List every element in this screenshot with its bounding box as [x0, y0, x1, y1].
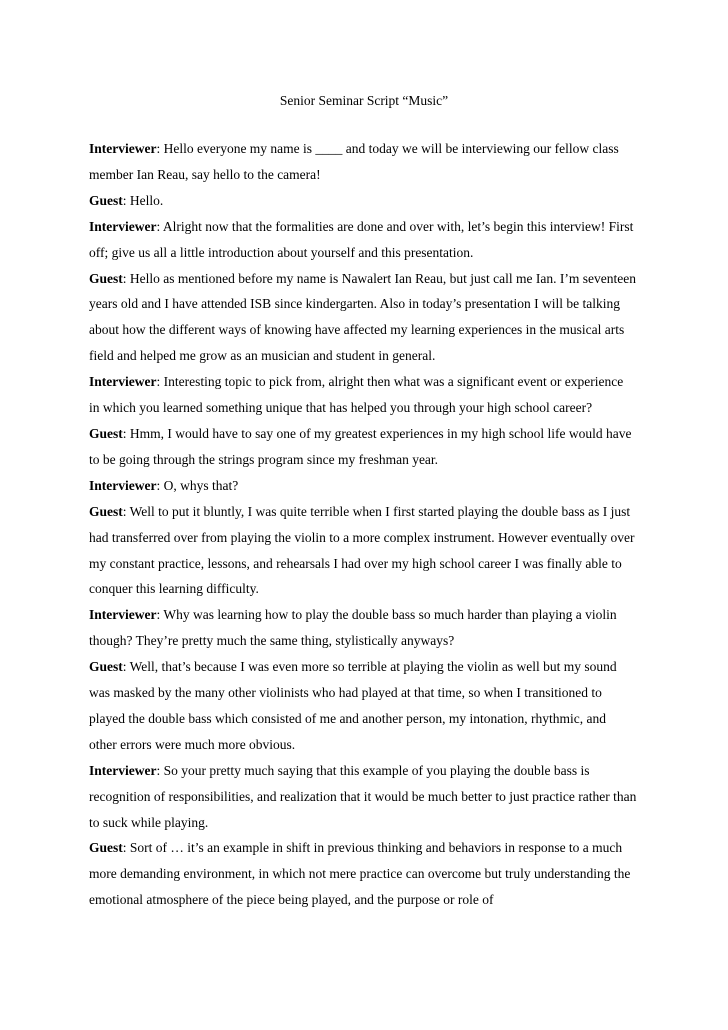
dialogue-turn: [89, 499, 637, 603]
dialogue-text: : So your pretty much saying that this example of you playing the double bass is recognition of responsibilities, and realization that it would be much better to just practice rather than to suck while playing.: [89, 762, 637, 830]
dialogue-turn: [89, 214, 637, 266]
speaker-label: Interviewer: [89, 762, 157, 778]
dialogue-turn: [89, 654, 637, 758]
dialogue-turn: [89, 188, 637, 214]
interview-script: [89, 136, 637, 913]
speaker-label: Interviewer: [89, 141, 157, 156]
dialogue-text: : Alright now that the formalities are done and over with, let’s begin this interview! First off; give us all a little introduction about yourself and this presentation.: [89, 218, 634, 260]
dialogue-turn: [89, 473, 637, 499]
speaker-label: Interviewer: [89, 477, 157, 493]
dialogue-turn: [89, 266, 637, 370]
dialogue-turn: [89, 421, 637, 473]
speaker-label: Guest: [89, 270, 123, 286]
dialogue-text: : Why was learning how to play the double bass so much harder than playing a violin though? They’re pretty much the same thing, stylistically anyways?: [89, 607, 617, 649]
speaker-label: Interviewer: [89, 218, 157, 234]
dialogue-text: : Hello as mentioned before my name is Nawalert Ian Reau, but just call me Ian. I’m seventeen years old and I have attended ISB since kindergarten. Also in today’s presentation I will be talking about how the different ways of knowing have affected my learning experiences in the musical arts field and helped me grow as an musician and student in general.: [89, 270, 636, 364]
page-title: Senior Seminar Script “Music”: [279, 93, 449, 108]
dialogue-text: : Well to put it bluntly, I was quite terrible when I first started playing the double bass as I just had transferred over from playing the violin to a more complex instrument. However eventually over my constant practice, lessons, and rehearsals I had over my high school career I was finally able to conquer this learning difficulty.: [89, 503, 635, 597]
speaker-label: Interviewer: [89, 607, 157, 623]
speaker-label: Interviewer: [89, 374, 157, 390]
dialogue-turn: [89, 602, 637, 654]
dialogue-turn: [89, 136, 637, 188]
dialogue-text: : Hmm, I would have to say one of my greatest experiences in my high school life would have to be going through the strings program since my freshman year.: [89, 425, 632, 467]
speaker-label: Guest: [89, 192, 123, 208]
dialogue-text: : Hello everyone my name is ____ and today we will be interviewing our fellow class member Ian Reau, say hello to the camera!: [89, 141, 619, 182]
speaker-label: Guest: [89, 840, 123, 856]
dialogue-text: : Sort of … it’s an example in shift in previous thinking and behaviors in response to a much more demanding environment, in which not mere practice can overcome but truly understanding the emotional atmosphere of the piece being played, and the purpose or role of: [89, 840, 631, 908]
dialogue-text: : Interesting topic to pick from, alright then what was a significant event or experience in which you learned something unique that has helped you through your high school career?: [89, 374, 624, 416]
dialogue-turn: [89, 758, 637, 836]
speaker-label: Guest: [89, 659, 123, 675]
dialogue-text: : O, whys that?: [156, 477, 239, 493]
dialogue-text: : Well, that’s because I was even more so terrible at playing the violin as well but my sound was masked by the many other violinists who had played at that time, so when I transitioned to played the double bass which consisted of me and another person, my intonation, rhythmic, and other errors were much more obvious.: [89, 659, 617, 752]
speaker-label: Guest: [89, 425, 123, 441]
dialogue-turn: [89, 835, 637, 913]
dialogue-text: : Hello.: [122, 192, 164, 208]
speaker-label: Guest: [89, 503, 123, 519]
dialogue-turn: [89, 369, 637, 421]
